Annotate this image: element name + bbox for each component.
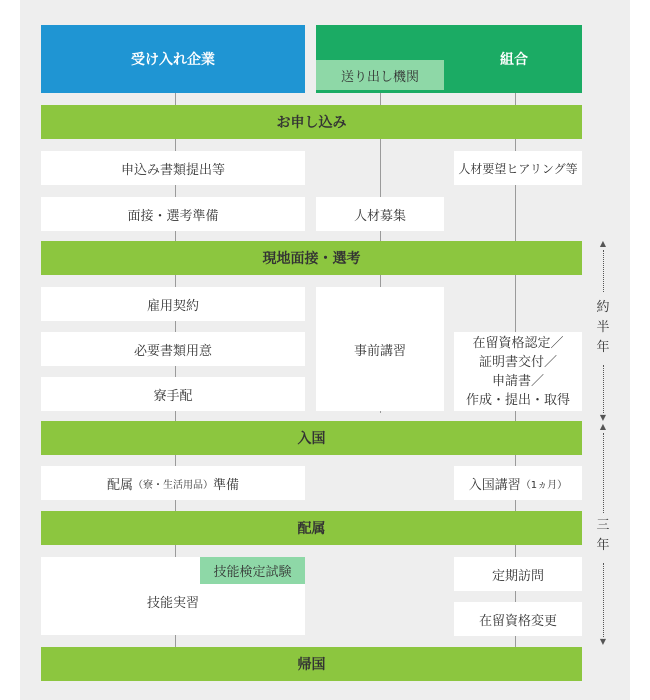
union-hearing-box: 人材要望ヒアリング等 xyxy=(454,151,582,185)
half-year-lower-dots xyxy=(603,365,604,413)
stage-interview: 現地面接・選考 xyxy=(41,241,582,275)
three-years-up-arrow: ▲ xyxy=(599,422,607,431)
stage-assign: 配属 xyxy=(41,511,582,545)
union-header: 組合 xyxy=(316,25,582,93)
three-years-label xyxy=(595,516,611,556)
three-years-upper-dots xyxy=(603,433,604,513)
company-required-docs-box: 必要書類用意 xyxy=(41,332,305,366)
three-years-char-2: 年 xyxy=(596,538,610,553)
half-year-down-arrow: ▼ xyxy=(599,413,607,422)
half-year-up-arrow: ▲ xyxy=(599,239,607,248)
entry-training-sub-label: （1ヵ月） xyxy=(520,479,568,491)
union-visit-box: 定期訪問 xyxy=(454,557,582,591)
sending-recruit-box: 人材募集 xyxy=(316,197,444,231)
sending-agency-label: 送り出し機関 xyxy=(316,60,444,90)
half-year-upper-dots xyxy=(603,250,604,292)
sending-pre-training-box: 事前講習 xyxy=(316,287,444,411)
status-line-2: 証明書交付／ xyxy=(478,354,557,370)
assign-prep-label: 配属 xyxy=(106,477,133,493)
company-assign-prep-box xyxy=(41,466,305,500)
union-status-change-box: 在留資格変更 xyxy=(454,602,582,636)
company-documents-box: 申込み書類提出等 xyxy=(41,151,305,185)
union-entry-training-box xyxy=(454,466,582,500)
status-line-4: 作成・提出・取得 xyxy=(465,392,570,408)
stage-return: 帰国 xyxy=(41,647,582,681)
status-line-1: 在留資格認定／ xyxy=(472,335,564,351)
assign-prep-suffix: 準備 xyxy=(213,477,240,493)
status-line-3: 申請書／ xyxy=(491,373,544,389)
skill-test-label: 技能検定試験 xyxy=(200,557,305,584)
three-years-down-arrow: ▼ xyxy=(599,637,607,646)
union-status-box xyxy=(454,332,582,411)
assign-prep-sub-label: （寮・生活用品） xyxy=(133,479,213,491)
half-year-char-2: 半 xyxy=(596,320,610,335)
company-dorm-box: 寮手配 xyxy=(41,377,305,411)
half-year-char-3: 年 xyxy=(596,340,610,355)
half-year-label xyxy=(595,298,611,358)
stage-apply: お申し込み xyxy=(41,105,582,139)
company-header: 受け入れ企業 xyxy=(41,25,305,93)
entry-training-label: 入国講習 xyxy=(468,477,521,493)
three-years-char-1: 三 xyxy=(596,518,610,533)
company-training-box: 技能実習 xyxy=(41,557,305,635)
three-years-lower-dots xyxy=(603,563,604,637)
company-employment-box: 雇用契約 xyxy=(41,287,305,321)
stage-entry: 入国 xyxy=(41,421,582,455)
half-year-char-1: 約 xyxy=(596,300,610,315)
company-interview-prep-box: 面接・選考準備 xyxy=(41,197,305,231)
